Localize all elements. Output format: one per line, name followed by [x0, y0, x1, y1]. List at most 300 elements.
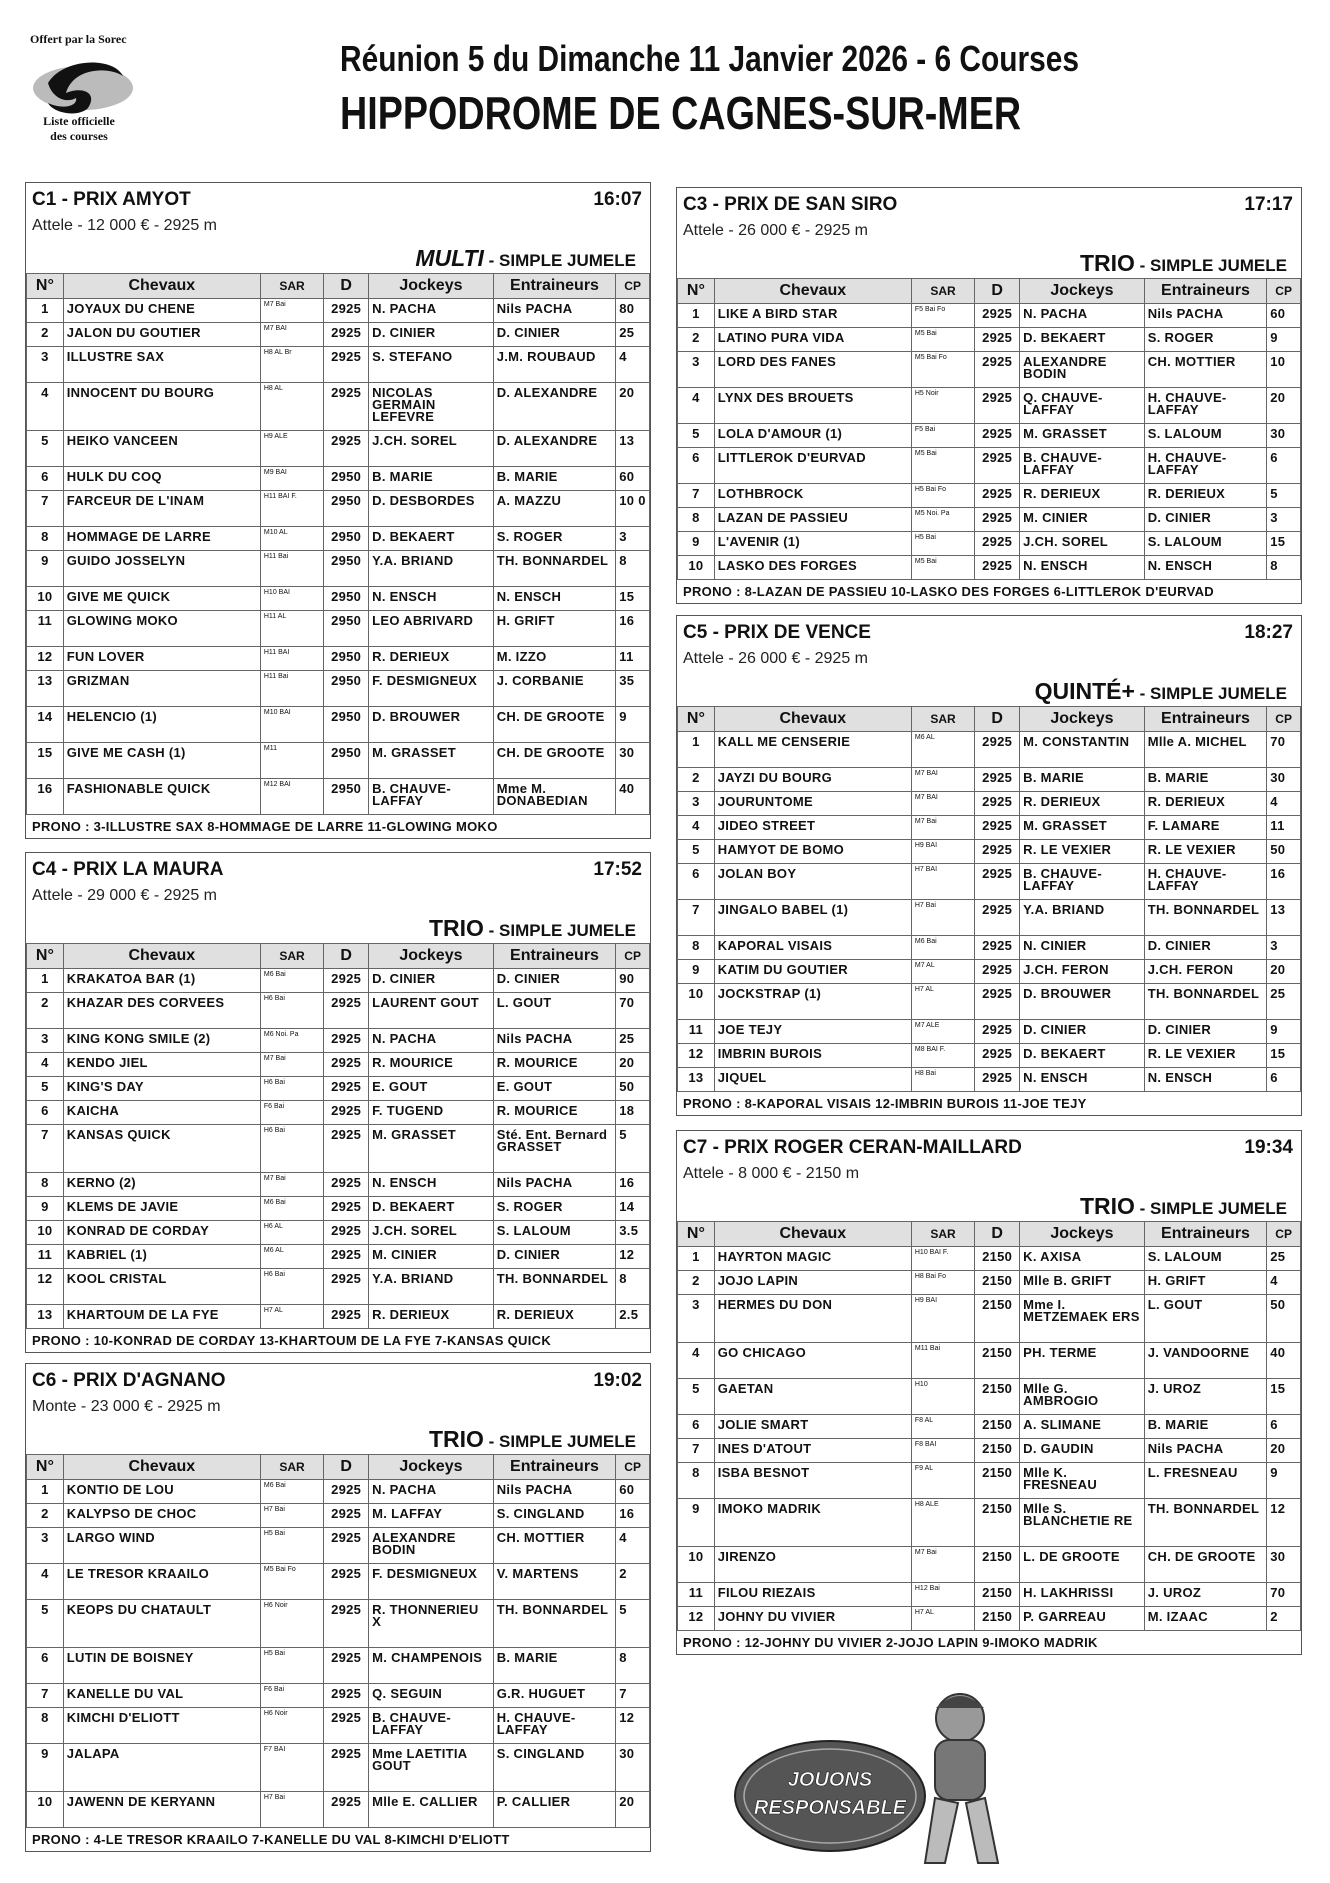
cell-trainer: TH. BONNARDEL	[493, 551, 616, 587]
bet-types	[26, 245, 650, 273]
cell-horse: JOYAUX DU CHENE	[63, 299, 260, 323]
cell-num: 13	[678, 1068, 715, 1092]
cell-sar: H6 AL	[260, 1221, 323, 1245]
table-row	[27, 323, 650, 347]
cell-horse: L'AVENIR (1)	[714, 532, 911, 556]
cell-num: 10	[678, 556, 715, 580]
table-row	[27, 383, 650, 431]
bet-simple: - SIMPLE JUMELE	[483, 1432, 636, 1451]
cell-sar: M6 Bai	[260, 1197, 323, 1221]
cell-num: 6	[678, 864, 715, 900]
cell-jockey: B. MARIE	[369, 467, 494, 491]
cell-horse: GRIZMAN	[63, 671, 260, 707]
cell-horse: KHARTOUM DE LA FYE	[63, 1305, 260, 1329]
cell-horse: KATIM DU GOUTIER	[714, 960, 911, 984]
cell-sar: M5 Bai	[911, 448, 974, 484]
cell-cp: 12	[616, 1708, 650, 1744]
cell-dist: 2925	[324, 1684, 369, 1708]
cell-jockey: Mme I. METZEMAEK ERS	[1020, 1295, 1145, 1343]
col-header-dist: D	[975, 279, 1020, 304]
cell-num: 7	[678, 1439, 715, 1463]
col-header-cp: CP	[1267, 279, 1301, 304]
cell-horse: JAWENN DE KERYANN	[63, 1792, 260, 1828]
cell-sar: H7 Bai	[260, 1504, 323, 1528]
cell-trainer: S. ROGER	[1144, 328, 1267, 352]
hippodrome-title: HIPPODROME DE CAGNES-SUR-MER	[340, 87, 1022, 139]
cell-cp: 10 0	[616, 491, 650, 527]
cell-sar: F5 Bai	[911, 424, 974, 448]
cell-dist: 2925	[324, 1197, 369, 1221]
cell-sar: H5 Noir	[911, 388, 974, 424]
cell-jockey: D. DESBORDES	[369, 491, 494, 527]
col-header-horse: Chevaux	[714, 707, 911, 732]
cell-cp: 30	[616, 743, 650, 779]
cell-horse: LASKO DES FORGES	[714, 556, 911, 580]
bet-type: TRIO	[428, 1426, 484, 1452]
cell-jockey: N. ENSCH	[1020, 1068, 1145, 1092]
table-row	[678, 304, 1301, 328]
cell-trainer: Nils PACHA	[493, 1029, 616, 1053]
cell-sar: H11 Bai	[260, 671, 323, 707]
cell-cp: 9	[1267, 328, 1301, 352]
cell-cp: 13	[1267, 900, 1301, 936]
bet-type: QUINTÉ+	[1034, 678, 1135, 704]
cell-jockey: D. BEKAERT	[1020, 328, 1145, 352]
cell-horse: KEOPS DU CHATAULT	[63, 1600, 260, 1648]
cell-trainer: M. IZZO	[493, 647, 616, 671]
col-header-cp: CP	[616, 944, 650, 969]
cell-sar: H9 BAI	[911, 840, 974, 864]
cell-cp: 7	[616, 1684, 650, 1708]
cell-jockey: M. GRASSET	[369, 743, 494, 779]
cell-dist: 2150	[975, 1271, 1020, 1295]
cell-horse: JOLAN BOY	[714, 864, 911, 900]
cell-horse: HAYRTON MAGIC	[714, 1247, 911, 1271]
cell-trainer: B. MARIE	[493, 1648, 616, 1684]
col-header-dist: D	[975, 707, 1020, 732]
cell-dist: 2150	[975, 1583, 1020, 1607]
cell-dist: 2925	[975, 328, 1020, 352]
cell-cp: 9	[616, 707, 650, 743]
cell-cp: 8	[616, 1648, 650, 1684]
cell-dist: 2925	[324, 1708, 369, 1744]
cell-trainer: D. CINIER	[1144, 508, 1267, 532]
cell-trainer: N. ENSCH	[1144, 1068, 1267, 1092]
cell-sar: H7 AL	[911, 984, 974, 1020]
cell-sar: M7 BAI	[911, 792, 974, 816]
cell-trainer: R. DERIEUX	[1144, 792, 1267, 816]
table-row	[27, 1269, 650, 1305]
cell-sar: H11 AL	[260, 611, 323, 647]
cell-trainer: S. LALOUM	[1144, 532, 1267, 556]
table-row	[678, 556, 1301, 580]
cell-horse: JOLIE SMART	[714, 1415, 911, 1439]
cell-sar: M8 BAI F.	[911, 1044, 974, 1068]
cell-cp: 35	[616, 671, 650, 707]
cell-num: 6	[27, 467, 64, 491]
cell-dist: 2925	[324, 1504, 369, 1528]
cell-horse: JOE TEJY	[714, 1020, 911, 1044]
cell-num: 5	[27, 1600, 64, 1648]
cell-horse: KING KONG SMILE (2)	[63, 1029, 260, 1053]
col-header-num: N°	[27, 944, 64, 969]
table-row	[678, 1343, 1301, 1379]
cell-dist: 2150	[975, 1547, 1020, 1583]
race-name: C6 - PRIX D'AGNANO	[32, 1370, 226, 1391]
cell-horse: JIQUEL	[714, 1068, 911, 1092]
cell-cp: 20	[1267, 388, 1301, 424]
cell-num: 6	[27, 1648, 64, 1684]
cell-trainer: CH. MOTTIER	[1144, 352, 1267, 388]
cell-horse: JINGALO BABEL (1)	[714, 900, 911, 936]
cell-dist: 2150	[975, 1439, 1020, 1463]
bet-simple: - SIMPLE JUMELE	[483, 921, 636, 940]
col-header-sar: SAR	[911, 707, 974, 732]
cell-dist: 2925	[324, 1101, 369, 1125]
cell-cp: 70	[616, 993, 650, 1029]
cell-sar: H9 ALE	[260, 431, 323, 467]
cell-trainer: F. LAMARE	[1144, 816, 1267, 840]
cell-sar: H10	[911, 1379, 974, 1415]
col-header-dist: D	[324, 274, 369, 299]
col-header-dist: D	[975, 1222, 1020, 1247]
cell-sar: H5 Bai	[911, 532, 974, 556]
cell-trainer: J.M. ROUBAUD	[493, 347, 616, 383]
cell-trainer: Nils PACHA	[1144, 304, 1267, 328]
col-header-trainer: Entraineurs	[493, 1455, 616, 1480]
cell-cp: 90	[616, 969, 650, 993]
col-header-num: N°	[678, 707, 715, 732]
cell-jockey: N. PACHA	[369, 299, 494, 323]
cell-sar: M7 BAI	[911, 768, 974, 792]
cell-num: 6	[678, 1415, 715, 1439]
cell-cp: 5	[616, 1125, 650, 1173]
cell-dist: 2925	[324, 299, 369, 323]
cell-num: 11	[27, 611, 64, 647]
cell-dist: 2925	[975, 840, 1020, 864]
cell-trainer: J.CH. FERON	[1144, 960, 1267, 984]
cell-trainer: G.R. HUGUET	[493, 1684, 616, 1708]
cell-cp: 4	[616, 347, 650, 383]
cell-trainer: L. GOUT	[1144, 1295, 1267, 1343]
cell-jockey: D. BROUWER	[369, 707, 494, 743]
prono-line: PRONO : 12-JOHNY DU VIVIER 2-JOJO LAPIN 9-IMOKO MADRIK	[683, 1635, 1098, 1650]
cell-jockey: M. LAFFAY	[369, 1504, 494, 1528]
cell-cp: 11	[616, 647, 650, 671]
cell-horse: LATINO PURA VIDA	[714, 328, 911, 352]
cell-sar: F7 BAI	[260, 1744, 323, 1792]
cell-cp: 20	[616, 383, 650, 431]
cell-dist: 2150	[975, 1247, 1020, 1271]
table-row	[678, 532, 1301, 556]
cell-cp: 70	[1267, 732, 1301, 768]
table-row	[678, 1271, 1301, 1295]
cell-horse: KLEMS DE JAVIE	[63, 1197, 260, 1221]
cell-trainer: D. CINIER	[1144, 1020, 1267, 1044]
cell-jockey: R. DERIEUX	[369, 647, 494, 671]
cell-jockey: LEO ABRIVARD	[369, 611, 494, 647]
table-row	[27, 1221, 650, 1245]
cell-horse: LAZAN DE PASSIEU	[714, 508, 911, 532]
cell-dist: 2925	[975, 936, 1020, 960]
cell-num: 3	[27, 347, 64, 383]
cell-trainer: D. ALEXANDRE	[493, 383, 616, 431]
cell-horse: KALL ME CENSERIE	[714, 732, 911, 768]
cell-dist: 2925	[975, 984, 1020, 1020]
cell-cp: 4	[1267, 1271, 1301, 1295]
cell-dist: 2925	[324, 969, 369, 993]
cell-cp: 8	[616, 551, 650, 587]
cell-num: 11	[678, 1020, 715, 1044]
cell-jockey: M. GRASSET	[1020, 424, 1145, 448]
cell-jockey: M. CONSTANTIN	[1020, 732, 1145, 768]
cell-dist: 2925	[324, 347, 369, 383]
cell-jockey: M. CINIER	[1020, 508, 1145, 532]
sorec-logo	[24, 30, 154, 148]
col-header-num: N°	[678, 279, 715, 304]
cell-num: 2	[678, 1271, 715, 1295]
cell-jockey: A. SLIMANE	[1020, 1415, 1145, 1439]
cell-cp: 2	[1267, 1607, 1301, 1631]
cell-cp: 20	[616, 1792, 650, 1828]
race-time: 19:34	[1244, 1137, 1293, 1158]
cell-trainer: S. LALOUM	[493, 1221, 616, 1245]
cell-dist: 2950	[324, 707, 369, 743]
col-header-horse: Chevaux	[63, 944, 260, 969]
cell-dist: 2950	[324, 611, 369, 647]
cell-dist: 2925	[324, 1077, 369, 1101]
bet-type: TRIO	[1079, 250, 1135, 276]
race-conditions: Attele - 29 000 € - 2925 m	[32, 887, 217, 904]
table-row	[678, 484, 1301, 508]
cell-trainer: D. CINIER	[493, 323, 616, 347]
cell-jockey: M. CINIER	[369, 1245, 494, 1269]
cell-sar: H8 ALE	[911, 1499, 974, 1547]
table-row	[678, 352, 1301, 388]
cell-num: 4	[27, 1053, 64, 1077]
cell-num: 2	[678, 768, 715, 792]
cell-dist: 2950	[324, 743, 369, 779]
cell-dist: 2925	[975, 448, 1020, 484]
cell-num: 14	[27, 707, 64, 743]
cell-sar: H5 Bai	[260, 1528, 323, 1564]
cell-sar: M6 Noi. Pa	[260, 1029, 323, 1053]
cell-horse: LOLA D'AMOUR (1)	[714, 424, 911, 448]
race-c1	[25, 182, 651, 839]
table-row	[27, 1480, 650, 1504]
cell-trainer: CH. DE GROOTE	[1144, 1547, 1267, 1583]
cell-sar: M6 Bai	[260, 1480, 323, 1504]
race-conditions: Attele - 26 000 € - 2925 m	[683, 222, 868, 239]
cell-dist: 2925	[324, 1528, 369, 1564]
cell-jockey: Y.A. BRIAND	[369, 1269, 494, 1305]
cell-horse: LIKE A BIRD STAR	[714, 304, 911, 328]
cell-num: 11	[678, 1583, 715, 1607]
cell-dist: 2950	[324, 527, 369, 551]
cell-dist: 2950	[324, 467, 369, 491]
col-header-sar: SAR	[911, 279, 974, 304]
col-header-sar: SAR	[260, 944, 323, 969]
cell-jockey: N. CINIER	[1020, 936, 1145, 960]
table-row	[678, 1247, 1301, 1271]
cell-num: 3	[678, 792, 715, 816]
cell-jockey: NICOLAS GERMAIN LEFEVRE	[369, 383, 494, 431]
cell-dist: 2925	[975, 484, 1020, 508]
cell-dist: 2925	[324, 1792, 369, 1828]
cell-horse: LITTLEROK D'EURVAD	[714, 448, 911, 484]
cell-cp: 16	[616, 1504, 650, 1528]
cell-horse: IMOKO MADRIK	[714, 1499, 911, 1547]
cell-sar: M6 Bai	[260, 969, 323, 993]
table-row	[27, 551, 650, 587]
cell-trainer: V. MARTENS	[493, 1564, 616, 1600]
cell-cp: 60	[1267, 304, 1301, 328]
cell-num: 9	[678, 1499, 715, 1547]
cell-horse: FUN LOVER	[63, 647, 260, 671]
cell-sar: H10 BAI	[260, 587, 323, 611]
col-header-cp: CP	[1267, 707, 1301, 732]
prono-line: PRONO : 8-LAZAN DE PASSIEU 10-LASKO DES FORGES 6-LITTLEROK D'EURVAD	[683, 584, 1214, 599]
cell-cp: 60	[616, 1480, 650, 1504]
table-row	[27, 611, 650, 647]
cell-jockey: M. GRASSET	[369, 1125, 494, 1173]
cell-trainer: D. CINIER	[1144, 936, 1267, 960]
race-c3	[676, 187, 1302, 604]
cell-cp: 50	[616, 1077, 650, 1101]
race-time: 19:02	[593, 1370, 642, 1391]
table-row	[678, 1499, 1301, 1547]
cell-jockey: E. GOUT	[369, 1077, 494, 1101]
cell-horse: JIRENZO	[714, 1547, 911, 1583]
cell-horse: GO CHICAGO	[714, 1343, 911, 1379]
cell-trainer: Nils PACHA	[1144, 1439, 1267, 1463]
cell-num: 7	[678, 484, 715, 508]
cell-sar: M10 AL	[260, 527, 323, 551]
cell-cp: 5	[1267, 484, 1301, 508]
col-header-jockey: Jockeys	[369, 274, 494, 299]
cell-horse: KONTIO DE LOU	[63, 1480, 260, 1504]
cell-jockey: D. CINIER	[369, 969, 494, 993]
cell-jockey: F. DESMIGNEUX	[369, 671, 494, 707]
cell-horse: JALON DU GOUTIER	[63, 323, 260, 347]
race-header	[26, 183, 650, 245]
cell-jockey: Mlle E. CALLIER	[369, 1792, 494, 1828]
cell-trainer: R. DERIEUX	[493, 1305, 616, 1329]
cell-num: 2	[27, 1504, 64, 1528]
cell-num: 8	[678, 508, 715, 532]
cell-jockey: N. PACHA	[1020, 304, 1145, 328]
cell-jockey: J.CH. SOREL	[1020, 532, 1145, 556]
cell-horse: KHAZAR DES CORVEES	[63, 993, 260, 1029]
table-row	[678, 388, 1301, 424]
bet-simple: - SIMPLE JUMELE	[1134, 684, 1287, 703]
cell-jockey: J.CH. SOREL	[369, 1221, 494, 1245]
table-row	[27, 1792, 650, 1828]
cell-cp: 9	[1267, 1463, 1301, 1499]
race-conditions: Monte - 23 000 € - 2925 m	[32, 1398, 221, 1415]
cell-trainer: Mlle A. MICHEL	[1144, 732, 1267, 768]
cell-num: 12	[27, 647, 64, 671]
cell-num: 9	[27, 1744, 64, 1792]
cell-dist: 2925	[324, 383, 369, 431]
race-name: C3 - PRIX DE SAN SIRO	[683, 194, 898, 215]
responsable-text: RESPONSABLE	[753, 1797, 907, 1819]
cell-cp: 25	[1267, 984, 1301, 1020]
col-header-trainer: Entraineurs	[1144, 1222, 1267, 1247]
cell-dist: 2950	[324, 491, 369, 527]
cell-dist: 2925	[975, 304, 1020, 328]
cell-horse: FASHIONABLE QUICK	[63, 779, 260, 815]
col-header-num: N°	[678, 1222, 715, 1247]
cell-dist: 2925	[324, 1600, 369, 1648]
cell-jockey: B. CHAUVE-LAFFAY	[1020, 864, 1145, 900]
cell-horse: KOOL CRISTAL	[63, 1269, 260, 1305]
cell-num: 4	[678, 388, 715, 424]
table-header-row	[678, 707, 1301, 732]
cell-jockey: Y.A. BRIAND	[1020, 900, 1145, 936]
cell-num: 7	[27, 1684, 64, 1708]
cell-dist: 2925	[975, 732, 1020, 768]
table-row	[27, 299, 650, 323]
cell-cp: 25	[616, 1029, 650, 1053]
cell-cp: 13	[616, 431, 650, 467]
race-conditions: Attele - 12 000 € - 2925 m	[32, 217, 217, 234]
cell-sar: H5 Bai Fo	[911, 484, 974, 508]
cell-num: 4	[678, 1343, 715, 1379]
cell-cp: 25	[1267, 1247, 1301, 1271]
table-row	[27, 431, 650, 467]
cell-dist: 2925	[975, 1044, 1020, 1068]
col-header-jockey: Jockeys	[1020, 707, 1145, 732]
cell-horse: GLOWING MOKO	[63, 611, 260, 647]
cell-trainer: D. ALEXANDRE	[493, 431, 616, 467]
cell-cp: 10	[1267, 352, 1301, 388]
cell-trainer: R. LE VEXIER	[1144, 1044, 1267, 1068]
table-row	[678, 1607, 1301, 1631]
cell-jockey: Y.A. BRIAND	[369, 551, 494, 587]
table-row	[678, 508, 1301, 532]
bet-types	[26, 1426, 650, 1454]
cell-trainer: H. CHAUVE-LAFFAY	[1144, 448, 1267, 484]
cell-dist: 2925	[324, 431, 369, 467]
table-row	[27, 1504, 650, 1528]
cell-trainer: R. MOURICE	[493, 1101, 616, 1125]
cell-horse: HOMMAGE DE LARRE	[63, 527, 260, 551]
cell-dist: 2925	[975, 768, 1020, 792]
cell-trainer: N. ENSCH	[1144, 556, 1267, 580]
cell-trainer: H. GRIFT	[1144, 1271, 1267, 1295]
table-row	[678, 732, 1301, 768]
cell-sar: M10 BAI	[260, 707, 323, 743]
cell-cp: 5	[616, 1600, 650, 1648]
cell-cp: 12	[616, 1245, 650, 1269]
table-row	[27, 647, 650, 671]
prono-line: PRONO : 8-KAPORAL VISAIS 12-IMBRIN BUROIS 11-JOE TEJY	[683, 1096, 1087, 1111]
col-header-jockey: Jockeys	[369, 1455, 494, 1480]
cell-jockey: K. AXISA	[1020, 1247, 1145, 1271]
col-header-trainer: Entraineurs	[1144, 279, 1267, 304]
cell-sar: F6 Bai	[260, 1101, 323, 1125]
table-header-row	[27, 944, 650, 969]
cell-trainer: S. ROGER	[493, 527, 616, 551]
cell-num: 8	[27, 1708, 64, 1744]
cell-num: 10	[678, 984, 715, 1020]
cell-cp: 80	[616, 299, 650, 323]
cell-horse: HELENCIO (1)	[63, 707, 260, 743]
cell-num: 10	[27, 1792, 64, 1828]
table-row	[678, 1439, 1301, 1463]
runners-table	[26, 1454, 650, 1828]
